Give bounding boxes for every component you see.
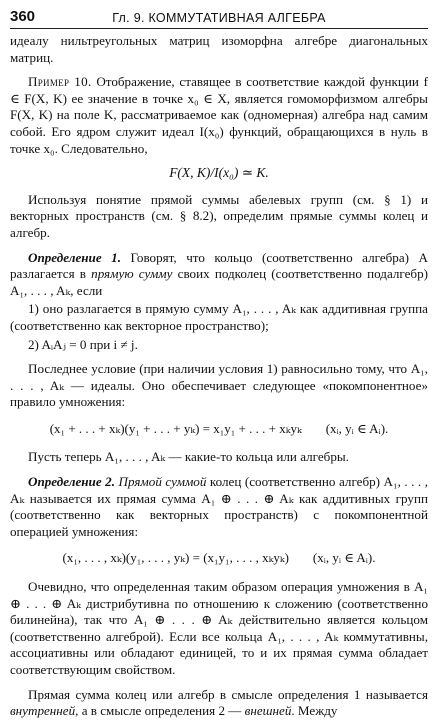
- paragraph-componentwise: Последнее условие (при наличии условия 1) равносильно тому, что A₁, . . . , Aₖ — идеалы. Оно обеспечивает следующее «покомпонентное» правило умножения:: [10, 361, 428, 410]
- internal-external-text-a: Прямая сумма колец или алгебр в смысле определения 1 называется: [28, 686, 428, 702]
- internal-external-text-b: , а в смысле определения 2 —: [75, 703, 245, 719]
- formula-multiplication-rule: [10, 421, 428, 438]
- page-body: [10, 33, 428, 728]
- internal-external-text-c: . Между: [291, 703, 338, 719]
- definition-1-term: прямую сумму: [91, 266, 173, 282]
- condition-1: 1) оно разлагается в прямую сумму A₁, . . . , Aₖ как аддитивная группа (соответственно как векторное пространство);: [10, 301, 428, 333]
- paragraph-internal-external: [10, 687, 428, 720]
- formula-componentwise-text: (x₁, . . . , xₖ)(y₁, . . . , yₖ) = (x₁y₁, . . . , xₖyₖ): [62, 550, 289, 566]
- paragraph-direct-sums: Используя понятие прямой суммы абелевых групп (см. § 1) и векторных пространств (см. § 8.2), определим прямые суммы колец и алгебр.: [10, 191, 428, 240]
- paragraph-intro: идеалу нильтреугольных матриц изоморфна алгебре диагональных матриц.: [10, 33, 428, 65]
- term-external: внешней: [244, 703, 292, 719]
- definition-2-label: Определение 2.: [28, 474, 115, 490]
- paragraph-obviously: Очевидно, что определенная таким образом операция умножения в A₁ ⊕ . . . ⊕ Aₖ дистрибутивна по отношению к сложению (соответственно билинейна), так что A₁ ⊕ . . . ⊕ Aₖ действительно является кольцом (соответственно алгеброй). Если все кольца A₁, . . . , Aₖ коммутативны, ассоциативны или обладают единицей, то и их прямая сумма обладает соответствующим свойством.: [10, 579, 428, 677]
- page-number: 360: [10, 8, 36, 25]
- formula-componentwise: [10, 550, 428, 567]
- running-title: Гл. 9. КОММУТАТИВНАЯ АЛГЕБРА: [112, 11, 326, 25]
- definition-2-text: колец (соответственно алгебр) A₁, . . . , Aₖ называется их прямая сумма A₁ ⊕ . . . ⊕ Aₖ как аддитивных групп (соответственно как векторных пространств) с покомпонентной операцией умножения:: [10, 474, 428, 539]
- condition-2: 2) AᵢAⱼ = 0 при i ≠ j.: [28, 336, 138, 352]
- definition-1-text-a: Говорят, что кольцо (соответственно алгебра) A разлагается в: [10, 249, 428, 282]
- formula-quotient-text: F(X, K)/I(x₀) ≃ K.: [169, 165, 269, 181]
- term-internal: внутренней: [10, 703, 76, 719]
- definition-2-term: Прямой суммой: [118, 474, 207, 490]
- page-header: [10, 3, 428, 29]
- example-10: [10, 74, 428, 157]
- definition-2: [10, 474, 428, 540]
- formula-componentwise-condition: (xᵢ, yᵢ ∈ Aᵢ).: [312, 550, 376, 566]
- example-text: Отображение, ставящее в соответствие каждой функции f ∈ F(X, K) ее значение в точке x₀ ∈ X, является гомоморфизмом алгебры F(X, K) на поле K, рассматриваемое как (одномерная) алгебра над самим собой. Его ядром служит идеал I(x₀) функций, обращающихся в нуль в точке x₀. Следовательно,: [10, 74, 428, 156]
- formula-multiplication-condition: (xᵢ, yᵢ ∈ Aᵢ).: [325, 420, 389, 436]
- definition-1-label: Определение 1.: [28, 249, 121, 265]
- definition-1-text-b: своих подколец (соответственно подалгебр) A₁, . . . , Aₖ, если: [10, 266, 428, 298]
- definition-1: [10, 250, 428, 300]
- paragraph-let-now: Пусть теперь A₁, . . . , Aₖ — какие-то кольца или алгебры.: [28, 449, 349, 465]
- example-label: Пример 10.: [28, 74, 92, 90]
- formula-multiplication-text: (x₁ + . . . + xₖ)(y₁ + . . . + yₖ) = x₁y₁ + . . . + xₖyₖ: [49, 420, 302, 436]
- formula-quotient: [10, 165, 428, 182]
